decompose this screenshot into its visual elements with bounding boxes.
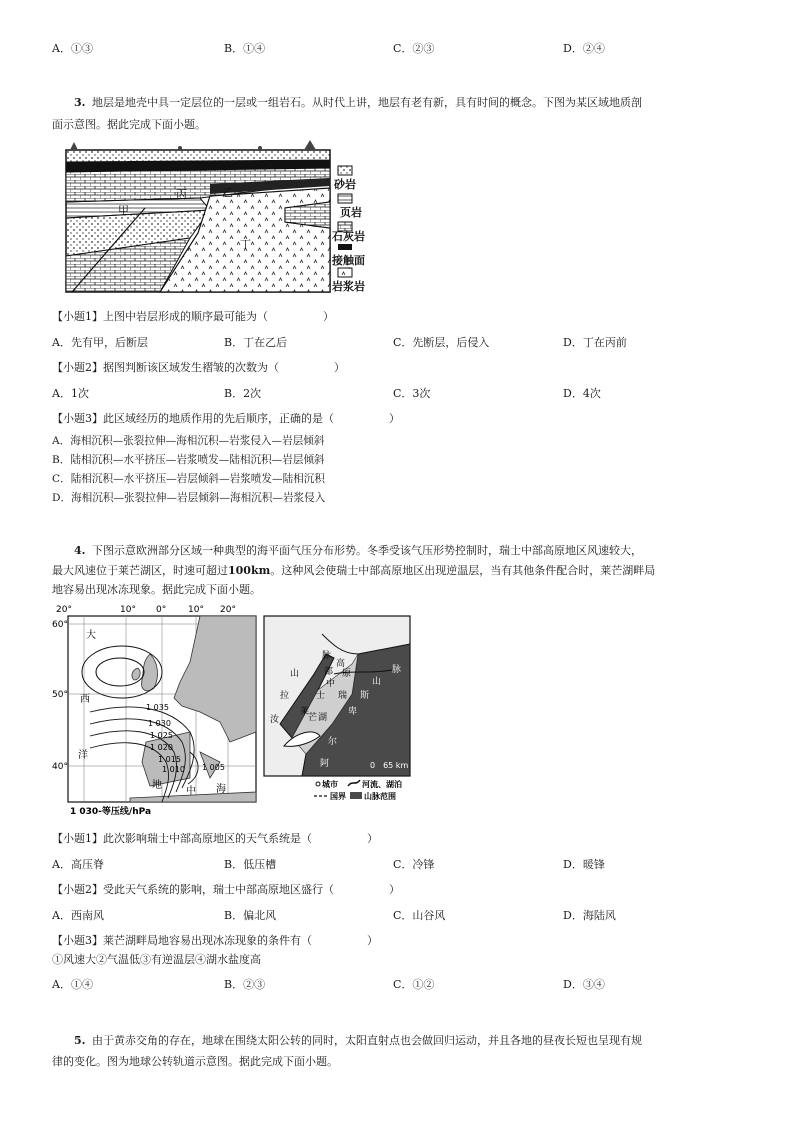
inset-legend-mountain: 山脉范围 [364, 792, 396, 801]
map-ocean-3: 洋 [78, 750, 88, 761]
q3-stem-line1: 地层是地壳中具一定层位的一层或一组岩石。从时代上讲，地层有老有新，具有时间的概念。下图为某区域地质剖 [92, 96, 642, 109]
inset-label-10: 汝 [270, 715, 280, 725]
q3-sub1-option-b[interactable]: B．丁在乙后 [224, 336, 288, 349]
q4-stem-speed: 100km [228, 564, 271, 577]
q4-sub1-option-b[interactable]: B．低压槽 [224, 858, 277, 871]
option-d[interactable]: D．②④ [563, 42, 605, 55]
legend-contact: 接触面 [332, 254, 365, 267]
q4-sub3-option-c[interactable]: C．①② [393, 978, 435, 991]
isobar-1020: 1 020 [150, 743, 173, 752]
option-c[interactable]: C．②③ [393, 42, 435, 55]
label-jia: 甲 [118, 204, 129, 217]
isobar-1035: 1 035 [146, 703, 169, 712]
q4-stem-line2-b: 。这种风会使瑞士中部高原地区出现逆温层，当有其他条件配合时，莱芒湖畔局 [270, 564, 656, 577]
inset-label-17: 脉 [392, 665, 402, 675]
legend-magmatic: 岩浆岩 [332, 280, 365, 293]
q3-sub1-option-c[interactable]: C．先断层，后侵入 [393, 336, 490, 349]
map-lon-3: 0° [156, 605, 167, 615]
q4-sub3-stem: 【小题3】莱芒湖畔局地容易出现冰冻现象的条件有（ ） [52, 934, 378, 947]
inset-label-5: 部 [324, 667, 334, 677]
q3-sub2-stem: 【小题2】据图判断该区域发生褶皱的次数为（ ） [52, 361, 345, 374]
q3-number: 3. [74, 96, 86, 109]
map-lon-5: 20° [220, 605, 236, 615]
q5-stem-line1: 由于黄赤交角的存在，地球在围绕太阳公转的同时，太阳直射点也会做回归运动，并且各地的昼夜长短也呈现有规 [92, 1034, 642, 1047]
geologic-section-figure [60, 138, 390, 296]
option-b[interactable]: B．①④ [224, 42, 266, 55]
inset-label-3: 高 [336, 659, 346, 669]
q3-stem-line2: 面示意图。据此完成下面小题。 [52, 118, 206, 131]
inset-label-1: 脉 [322, 651, 332, 661]
inset-label-15: 卑 [348, 707, 358, 717]
isobar-1030: 1 030 [148, 719, 171, 728]
inset-label-18: 尔 [328, 737, 338, 747]
inset-legend-river: 河流、湖泊 [362, 780, 402, 789]
inset-label-4: 原 [342, 669, 352, 679]
q4-sub3-option-b[interactable]: B．②③ [224, 978, 266, 991]
q3-sub3-option-d[interactable]: D．海相沉积—张裂拉伸—岩层倾斜—海相沉积—岩浆侵入 [52, 492, 326, 504]
isobar-1025: 1 025 [150, 731, 173, 740]
map-lat-60: 60° [52, 620, 68, 630]
map-lat-40: 40° [52, 762, 68, 772]
q4-sub1-option-d[interactable]: D．暖锋 [563, 858, 605, 871]
label-yi: 乙 [222, 186, 233, 199]
q3-sub2-option-a[interactable]: A．1次 [52, 387, 89, 400]
q3-sub2-option-b[interactable]: B．2次 [224, 387, 262, 400]
q5-stem-line2: 律的变化。图为地球公转轨道示意图。据此完成下面小题。 [52, 1055, 338, 1068]
isobar-1015: 1 015 [158, 755, 181, 764]
q3-sub3-option-b[interactable]: B．陆相沉积—水平挤压—岩浆喷发—陆相沉积—岩层倾斜 [52, 454, 325, 466]
q4-sub3-option-a[interactable]: A．①④ [52, 978, 93, 991]
isobar-note: 1 030-等压线/hPa [70, 807, 152, 817]
map-med-3: 海 [216, 784, 226, 795]
q3-sub1-option-a[interactable]: A．先有甲，后断层 [52, 336, 148, 349]
map-ocean-2: 西 [80, 694, 90, 705]
inset-label-6: 中 [326, 679, 336, 689]
q4-stem-line3: 地容易出现冰冻现象。据此完成下面小题。 [52, 583, 261, 596]
inset-label-2: 山 [290, 669, 300, 679]
inset-label-12: 芒 [308, 713, 318, 723]
legend-sandstone: 砂岩 [334, 178, 356, 191]
inset-label-8: 瑞 [338, 691, 348, 701]
swiss-inset-map [262, 614, 412, 802]
q3-sub1-stem: 【小题1】上图中岩层形成的顺序最可能为（ ） [52, 310, 334, 323]
inset-legend-border: 国界 [330, 792, 346, 801]
q4-stem-line1: 下图示意欧洲部分区域一种典型的海平面气压分布形势。冬季受该气压形势控制时，瑞士中部高原地区风速较大， [92, 544, 642, 557]
q4-number: 4. [74, 544, 86, 557]
pressure-map [50, 602, 260, 820]
inset-label-16: 山 [372, 677, 382, 687]
q3-sub1-option-d[interactable]: D．丁在丙前 [563, 336, 627, 349]
label-bing: 丙 [176, 188, 187, 201]
q4-sub3-conditions: ①风速大②气温低③有逆温层④湖水盐度高 [52, 953, 261, 966]
map-lat-50: 50° [52, 690, 68, 700]
map-med-2: 中 [186, 786, 196, 797]
map-lon-2: 10° [120, 605, 136, 615]
q4-stem-line2 [52, 564, 655, 578]
option-a[interactable]: A．①③ [52, 42, 93, 55]
q3-sub3-option-c[interactable]: C．陆相沉积—水平挤压—岩层倾斜—岩浆喷发—陆相沉积 [52, 473, 325, 485]
q4-sub2-option-b[interactable]: B．偏北风 [224, 909, 277, 922]
q3-sub2-option-d[interactable]: D．4次 [563, 387, 601, 400]
map-lon-4: 10° [188, 605, 204, 615]
map-lon-1: 20° [56, 605, 72, 615]
isobar-1005: 1 005 [202, 763, 225, 772]
legend-limestone: 石灰岩 [332, 230, 365, 243]
inset-label-7: 士 [316, 691, 326, 701]
inset-label-14: 斯 [360, 691, 370, 701]
q4-sub1-option-a[interactable]: A．高压脊 [52, 858, 104, 871]
q4-sub2-stem: 【小题2】受此天气系统的影响，瑞士中部高原地区盛行（ ） [52, 883, 400, 896]
inset-label-19: 阿 [320, 759, 330, 769]
inset-legend-city: 城市 [322, 780, 338, 789]
q4-sub2-option-d[interactable]: D．海陆风 [563, 909, 616, 922]
q4-stem-line2-a: 最大风速位于莱芒湖区，时速可超过 [52, 564, 228, 577]
inset-label-9: 拉 [280, 691, 290, 701]
label-ding: 丁 [240, 238, 251, 251]
inset-label-11: 莱 [300, 707, 310, 717]
map-ocean-1: 大 [86, 630, 96, 641]
q5-number: 5. [74, 1034, 86, 1047]
isobar-1010: 1 010 [162, 765, 185, 774]
map-med-1: 地 [152, 780, 162, 791]
q4-sub2-option-c[interactable]: C．山谷风 [393, 909, 446, 922]
inset-label-13: 湖 [318, 713, 328, 723]
q4-sub2-option-a[interactable]: A．西南风 [52, 909, 104, 922]
q3-sub2-option-c[interactable]: C．3次 [393, 387, 431, 400]
inset-scale: 0 65 km [370, 761, 409, 770]
q3-sub3-option-a[interactable]: A．海相沉积—张裂拉伸—海相沉积—岩浆侵入—岩层倾斜 [52, 435, 325, 447]
q3-sub3-stem: 【小题3】此区域经历的地质作用的先后顺序，正确的是（ ） [52, 412, 400, 425]
q4-sub3-option-d[interactable]: D．③④ [563, 978, 605, 991]
q4-sub1-stem: 【小题1】此次影响瑞士中部高原地区的天气系统是（ ） [52, 832, 378, 845]
legend-shale: 页岩 [340, 206, 362, 219]
q4-sub1-option-c[interactable]: C．冷锋 [393, 858, 435, 871]
